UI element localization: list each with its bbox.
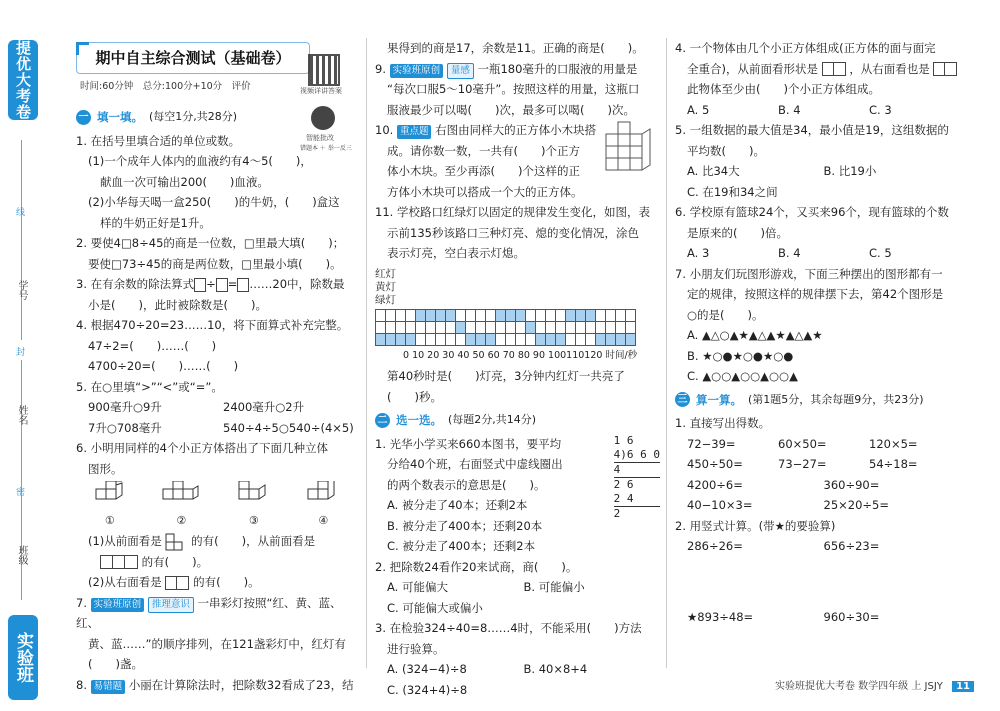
- qr-code-icon[interactable]: [308, 54, 340, 86]
- option-row: [675, 100, 960, 121]
- light-cell: [446, 333, 456, 345]
- light-cell: [486, 309, 496, 321]
- light-cell: [536, 333, 546, 345]
- light-cell: [576, 309, 586, 321]
- question-text: 体小木块。至少再添( )个这样的正: [387, 164, 580, 178]
- answer-box[interactable]: [237, 278, 249, 292]
- question-text: [76, 675, 358, 696]
- section-note: (第1题5分，其余每题9分，共23分): [748, 392, 924, 406]
- light-cell: [606, 321, 616, 333]
- light-cell: [396, 321, 406, 333]
- question-text: [76, 531, 358, 552]
- question-text: 是原来的( )倍。: [687, 225, 788, 240]
- division-line: 4)6 6 0: [613, 447, 660, 461]
- light-cell: [546, 333, 556, 345]
- qr-caption: 视频详讲答案: [300, 87, 342, 95]
- option-c[interactable]: C. 可能偏大或偏小: [387, 600, 483, 615]
- seal-marker: 封: [16, 348, 26, 358]
- answer-box[interactable]: [194, 278, 206, 292]
- light-cell: [406, 333, 416, 345]
- cube-stack-icon: [306, 481, 340, 503]
- light-cell: [376, 333, 386, 345]
- column-2: [375, 38, 660, 700]
- light-cell: [606, 309, 616, 321]
- cube-figure: [94, 481, 126, 531]
- question-text: 表示灯亮，空白表示灯熄。: [387, 246, 525, 260]
- light-cell: [586, 333, 596, 345]
- question-text: 样的牛奶正好是1升。: [100, 215, 211, 230]
- question-text: 平均数( )。: [687, 143, 765, 158]
- column-divider: [366, 38, 367, 668]
- question-text: (2)从右面看是: [88, 575, 162, 589]
- calc-item[interactable]: 72−39=: [687, 436, 736, 451]
- question-number: 7.: [76, 595, 87, 610]
- question-block: [375, 434, 660, 557]
- option-b[interactable]: B. 被分走了400本；还剩20本: [387, 518, 543, 533]
- calc-item[interactable]: 120×5=: [869, 436, 918, 451]
- question-text: 6. 小明用同样的4个小正方体搭出了下面几种立体: [76, 441, 328, 455]
- question-text: 3. 在检验324÷40=8……4时，不能采用( )方法: [375, 621, 642, 635]
- question-text: [375, 59, 660, 80]
- compare-row: [76, 418, 358, 439]
- light-cell: [426, 321, 436, 333]
- error-prone-tag: 易错题: [91, 680, 126, 694]
- calc-item[interactable]: 4200÷6=: [687, 477, 743, 492]
- question-text: 全重合)，从前面看形状是: [687, 61, 818, 76]
- light-cell: [466, 321, 476, 333]
- light-cell: [446, 309, 456, 321]
- column-3: [675, 38, 960, 627]
- light-cell: [626, 309, 636, 321]
- question-text: 黄、蓝……”的顺序排列，在121盏彩灯中，红灯有: [88, 636, 346, 651]
- original-tag: 实验班原创: [91, 598, 145, 612]
- section-number: 二: [375, 413, 390, 428]
- question-text: 一瓶180毫升的口服液的用量是: [477, 61, 638, 76]
- division-line: 2 4: [614, 492, 660, 507]
- original-tag: 实验班原创: [390, 64, 444, 78]
- figure-label: ③: [248, 513, 259, 527]
- light-cell: [596, 333, 606, 345]
- option-a[interactable]: A. 比34大: [687, 164, 740, 178]
- option-row: [375, 577, 660, 598]
- light-label: 绿灯: [375, 293, 396, 306]
- division-line: 2 6: [613, 477, 634, 491]
- page-number: 11: [952, 681, 974, 692]
- seal-subcaption: 错题本 ＋ 举一反三: [300, 145, 352, 152]
- light-cell: [606, 333, 616, 345]
- calc-item[interactable]: 450÷50=: [687, 457, 743, 471]
- light-cell: [476, 321, 486, 333]
- calc-item[interactable]: ★893÷48=: [687, 609, 754, 624]
- light-cell: [556, 321, 566, 333]
- light-cell: [566, 309, 576, 321]
- footer-text: 实验班提优大考卷 数学四年级 上 JSJY: [775, 681, 943, 692]
- light-row: [376, 309, 636, 321]
- calc-item[interactable]: 360÷90=: [823, 477, 880, 492]
- section-number: 一: [76, 110, 91, 125]
- key-question-tag: 重点题: [397, 125, 432, 139]
- question-text: [76, 572, 358, 593]
- cube-stack-icon: [161, 481, 201, 503]
- option-b[interactable]: B. 可能偏小: [523, 580, 585, 594]
- division-line: 4: [614, 463, 660, 478]
- calc-item[interactable]: 656÷23=: [823, 539, 880, 553]
- sidebar-logo: 实验班: [8, 615, 38, 700]
- calc-row: [675, 495, 960, 516]
- light-cell: [466, 333, 476, 345]
- question-text: 1. 光华小学买来660本图书，要平均: [375, 436, 562, 451]
- question-text: 1. 直接写出得数。: [675, 416, 771, 430]
- light-cell: [516, 321, 526, 333]
- light-cell: [576, 321, 586, 333]
- two-square-icon: [822, 62, 846, 76]
- student-number-label: 学号: [16, 280, 27, 300]
- question-text: [675, 59, 960, 80]
- light-cell: [506, 333, 516, 345]
- division-line: 2: [613, 506, 621, 520]
- light-cell: [536, 321, 546, 333]
- light-cell: [386, 321, 396, 333]
- light-cell: [516, 309, 526, 321]
- light-cell: [576, 333, 586, 345]
- question-text: ( )秒。: [387, 389, 442, 404]
- calc-row: [675, 454, 960, 475]
- calc-item[interactable]: 54÷18=: [869, 457, 918, 471]
- binding-line: [21, 140, 22, 340]
- seal-caption: 智能批改: [306, 134, 334, 142]
- light-cell: [456, 321, 466, 333]
- option-b[interactable]: B. 4: [778, 102, 801, 117]
- footer: [775, 677, 974, 692]
- question-text: 第40秒时是( )灯亮，3分钟内红灯一共亮了: [387, 369, 625, 383]
- option-c[interactable]: C. 被分走了400本；还剩2本: [387, 539, 536, 553]
- light-label: 红灯: [375, 267, 396, 280]
- question-text: 右图由同样大的正方体小木块搭: [435, 123, 597, 137]
- answer-box[interactable]: [216, 278, 228, 292]
- light-cell: [546, 321, 556, 333]
- light-cell: [376, 321, 386, 333]
- question-text: ……20中，除数最: [249, 277, 345, 291]
- calc-item[interactable]: 25×20÷5=: [823, 498, 889, 512]
- question-text: 的有( )。: [193, 575, 260, 589]
- question-text: ，从右面看也是: [849, 61, 930, 76]
- light-cell: [486, 321, 496, 333]
- calc-item[interactable]: 40−10×3=: [687, 498, 753, 512]
- question-text: 方体小木块可以搭成一个大的正方体。: [387, 184, 583, 199]
- section-note: (每题2分,共14分): [448, 413, 537, 426]
- question-text: 示前135秒该路口三种灯亮、熄的变化情况，涂色: [387, 225, 639, 240]
- light-cell: [536, 309, 546, 321]
- question-text: 要使□73÷45的商是两位数，□里最小填( )。: [88, 256, 342, 271]
- light-cell: [626, 333, 636, 345]
- question-text: 1. 在括号里填合适的单位或数。: [76, 133, 241, 148]
- question-text: 4700÷20=( )……( ): [88, 359, 239, 373]
- option-b[interactable]: B. 40×8+4: [523, 662, 588, 676]
- page-title: 期中自主综合测试（基础卷）: [76, 42, 310, 74]
- option-a[interactable]: A. ▲△○▲★▲△▲★▲△▲★: [687, 328, 823, 342]
- option-a[interactable]: A. (324−4)÷8: [387, 662, 467, 676]
- figure-label: ②: [176, 513, 187, 527]
- light-cell: [426, 333, 436, 345]
- light-cell: [386, 309, 396, 321]
- sidebar: [8, 40, 38, 700]
- light-cell: [626, 321, 636, 333]
- light-cell: [546, 309, 556, 321]
- question-text: 定的规律，按照这样的规律摆下去，第42个图形是: [687, 287, 944, 301]
- section-header: [375, 410, 660, 431]
- question-text: 成。请你数一数，一共有( )个正方: [387, 143, 580, 158]
- compare-item[interactable]: 2400毫升○2升: [223, 400, 305, 414]
- question-text: “每次口服5～10毫升”。按照这样的用量，这瓶口: [387, 82, 640, 96]
- question-text: 4. 一个物体由几个小正方体组成(正方体的面与面完: [675, 41, 936, 55]
- option-row: [375, 659, 660, 680]
- question-text: 献血一次可输出200( )血液。: [100, 174, 269, 189]
- light-label: 黄灯: [375, 280, 396, 293]
- option-b[interactable]: B. 比19小: [823, 164, 877, 178]
- sidebar-brand-title: 提优大考卷: [8, 40, 38, 120]
- cube-figure: [161, 481, 201, 531]
- option-b[interactable]: B. 4: [778, 246, 801, 260]
- compare-item[interactable]: 7升○708毫升: [88, 420, 162, 435]
- light-cell: [376, 309, 386, 321]
- question-text: 的两个数表示的意思是( )。: [387, 477, 546, 492]
- light-cell: [476, 333, 486, 345]
- calc-row: [675, 434, 960, 455]
- question-text: ( )盏。: [88, 657, 143, 671]
- exam-meta: 时间:60分钟 总分:100分+10分 评价: [80, 81, 251, 92]
- seal-marker: 线: [16, 208, 26, 218]
- light-cell: [516, 333, 526, 345]
- figure-label: ①: [104, 513, 115, 527]
- light-cell: [526, 333, 536, 345]
- question-text: 3. 在有余数的除法算式 ÷ = ……20中，除数最: [76, 277, 345, 291]
- section-note: (每空1分,共28分): [149, 110, 238, 123]
- calc-item[interactable]: 73−27=: [778, 457, 827, 471]
- light-cell: [526, 309, 536, 321]
- compare-item[interactable]: 900毫升○9升: [88, 400, 162, 414]
- light-cell: [476, 309, 486, 321]
- option-c[interactable]: C. ▲○○▲○○▲○○▲: [687, 369, 798, 383]
- question-text: [76, 593, 358, 634]
- light-cell: [586, 321, 596, 333]
- light-row: [376, 333, 636, 345]
- question-text: 的有( )。: [141, 554, 209, 569]
- answer-space[interactable]: [675, 557, 960, 607]
- light-cell: [466, 309, 476, 321]
- light-cell: [416, 309, 426, 321]
- question-block: [375, 120, 660, 202]
- light-cell: [406, 321, 416, 333]
- section-header: [76, 107, 358, 128]
- calc-row: [675, 475, 960, 496]
- option-a[interactable]: A. 5: [687, 102, 710, 117]
- option-row: [675, 243, 960, 264]
- three-square-icon: [100, 555, 138, 569]
- question-text: 5. 一组数据的最大值是34，最小值是19，这组数据的: [675, 123, 949, 137]
- light-cell: [416, 321, 426, 333]
- light-cell: [556, 333, 566, 345]
- question-text: 2. 用竖式计算。(带★的要验算): [675, 518, 836, 533]
- option-c[interactable]: C. 在19和34之间: [687, 184, 778, 199]
- two-square-icon: [933, 62, 957, 76]
- question-text: 的有( )，从前面看是: [191, 534, 316, 548]
- calc-item[interactable]: 960÷30=: [823, 609, 880, 624]
- light-cell: [436, 333, 446, 345]
- two-square-icon: [165, 576, 189, 590]
- traffic-light-chart: [375, 268, 660, 367]
- question-text: 3. 在有余数的除法算式: [76, 277, 195, 291]
- question-text: ○的是( )。: [687, 307, 764, 322]
- light-cell: [406, 309, 416, 321]
- question-text: 5. 在○里填“>”“<”或“=”。: [76, 379, 223, 394]
- question-text: 分给40个班，右面竖式中虚线圈出: [387, 457, 563, 471]
- cube-figure: [237, 481, 271, 531]
- light-cell: [566, 333, 576, 345]
- calc-item[interactable]: 60×50=: [778, 436, 827, 451]
- light-cell: [526, 321, 536, 333]
- question-number: 8.: [76, 677, 87, 692]
- light-grid: [375, 309, 636, 346]
- light-cell: [586, 309, 596, 321]
- class-label: 班级: [16, 545, 27, 565]
- calc-item[interactable]: 286÷26=: [687, 539, 743, 553]
- section-title: 算一算。: [696, 392, 742, 407]
- question-text: 服液最少可以喝( )次，最多可以喝( )次。: [387, 102, 635, 117]
- question-text: 11. 学校路口红绿灯以固定的规律发生变化，如图，表: [375, 205, 650, 219]
- question-text: 47÷2=( )……( ): [88, 338, 217, 353]
- light-cell: [446, 321, 456, 333]
- light-cell: [556, 309, 566, 321]
- section-title: 填一填。: [97, 110, 143, 124]
- seal-marker: 密: [16, 488, 26, 498]
- cube-figures: [76, 481, 358, 531]
- light-labels: [375, 268, 396, 307]
- question-text: 一串彩灯按照“红、黄、蓝、红、: [76, 595, 342, 630]
- cube-tower-icon: [602, 120, 654, 178]
- column-1: [76, 104, 358, 695]
- question-text: 2. 要使4□8÷45的商是一位数，□里最大填( )；: [76, 236, 345, 250]
- option-b[interactable]: B. ★○●★○●★○●: [687, 348, 794, 363]
- figure-label: ④: [318, 513, 329, 527]
- light-cell: [456, 309, 466, 321]
- front-view-icon: [165, 533, 187, 551]
- light-cell: [596, 309, 606, 321]
- option-c[interactable]: C. 5: [869, 246, 892, 260]
- light-cell: [616, 321, 626, 333]
- light-cell: [456, 333, 466, 345]
- question-text: 进行验算。: [387, 641, 445, 656]
- calc-row: [675, 607, 960, 628]
- question-text: 6. 学校原有篮球24个，又买来96个，现有篮球的个数: [675, 205, 949, 219]
- section-title: 选一选。: [396, 413, 442, 427]
- question-text: [76, 552, 358, 573]
- option-c[interactable]: C. (324+4)÷8: [387, 682, 468, 697]
- option-c[interactable]: C. 3: [869, 102, 892, 117]
- question-number: 10.: [375, 123, 394, 137]
- option-a[interactable]: A. 被分走了40本；还剩2本: [387, 498, 528, 512]
- light-cell: [426, 309, 436, 321]
- question-text: 果得到的商是17，余数是11。正确的商是( )。: [387, 41, 644, 55]
- light-cell: [496, 309, 506, 321]
- light-cell: [616, 333, 626, 345]
- cube-figure: [306, 481, 340, 531]
- question-text: 7. 小朋友们玩图形游戏，下面三种摆出的图形都有一: [675, 266, 943, 281]
- light-cell: [396, 333, 406, 345]
- light-cell: [496, 333, 506, 345]
- light-cell: [416, 333, 426, 345]
- skill-tag: 推理意识: [148, 597, 194, 613]
- name-label: 姓名: [16, 405, 27, 425]
- compare-row: [76, 397, 358, 418]
- light-cell: [506, 321, 516, 333]
- light-cell: [496, 321, 506, 333]
- column-divider: [666, 38, 667, 668]
- section-number: 三: [675, 392, 690, 407]
- light-cell: [436, 309, 446, 321]
- cube-stack-icon: [237, 481, 271, 503]
- light-cell: [616, 309, 626, 321]
- option-a[interactable]: A. 可能偏大: [387, 580, 448, 594]
- question-text: 图形。: [88, 461, 123, 476]
- question-text: 小是( )，此时被除数是( )。: [88, 297, 267, 312]
- light-cell: [566, 321, 576, 333]
- light-row: [376, 321, 636, 333]
- long-division: [614, 434, 660, 521]
- division-line: 1 6: [613, 433, 634, 447]
- option-a[interactable]: A. 3: [687, 246, 710, 260]
- skill-tag: 量感: [447, 63, 474, 79]
- compare-item[interactable]: 540÷4÷5○540÷(4×5): [223, 420, 354, 435]
- light-cell: [396, 309, 406, 321]
- question-text: 2. 把除数24看作20来试商，商( )。: [375, 559, 578, 574]
- question-text: 小丽在计算除法时，把除数32看成了23，结: [128, 677, 354, 692]
- question-text: (2)小华每天喝一盒250( )的牛奶，( )盒这: [88, 195, 340, 209]
- light-cell: [436, 321, 446, 333]
- cube-stack-icon: [94, 481, 126, 503]
- calc-row: [675, 536, 960, 557]
- question-number: 9.: [375, 61, 386, 76]
- light-cell: [596, 321, 606, 333]
- time-axis: 0 10 20 30 40 50 60 70 80 90 100110120 时间/秒: [403, 349, 638, 361]
- light-cell: [506, 309, 516, 321]
- section-header: [675, 390, 960, 411]
- light-cell: [386, 333, 396, 345]
- option-row: [675, 161, 960, 182]
- light-cell: [486, 333, 496, 345]
- question-text: 4. 根据470÷20=23……10，将下面算式补充完整。: [76, 318, 349, 332]
- question-text: (1)从前面看是: [88, 534, 162, 548]
- question-text: 此物体至少由( )个小正方体组成。: [687, 82, 880, 96]
- question-text: (1)一个成年人体内的血液约有4～5( )，: [88, 154, 312, 168]
